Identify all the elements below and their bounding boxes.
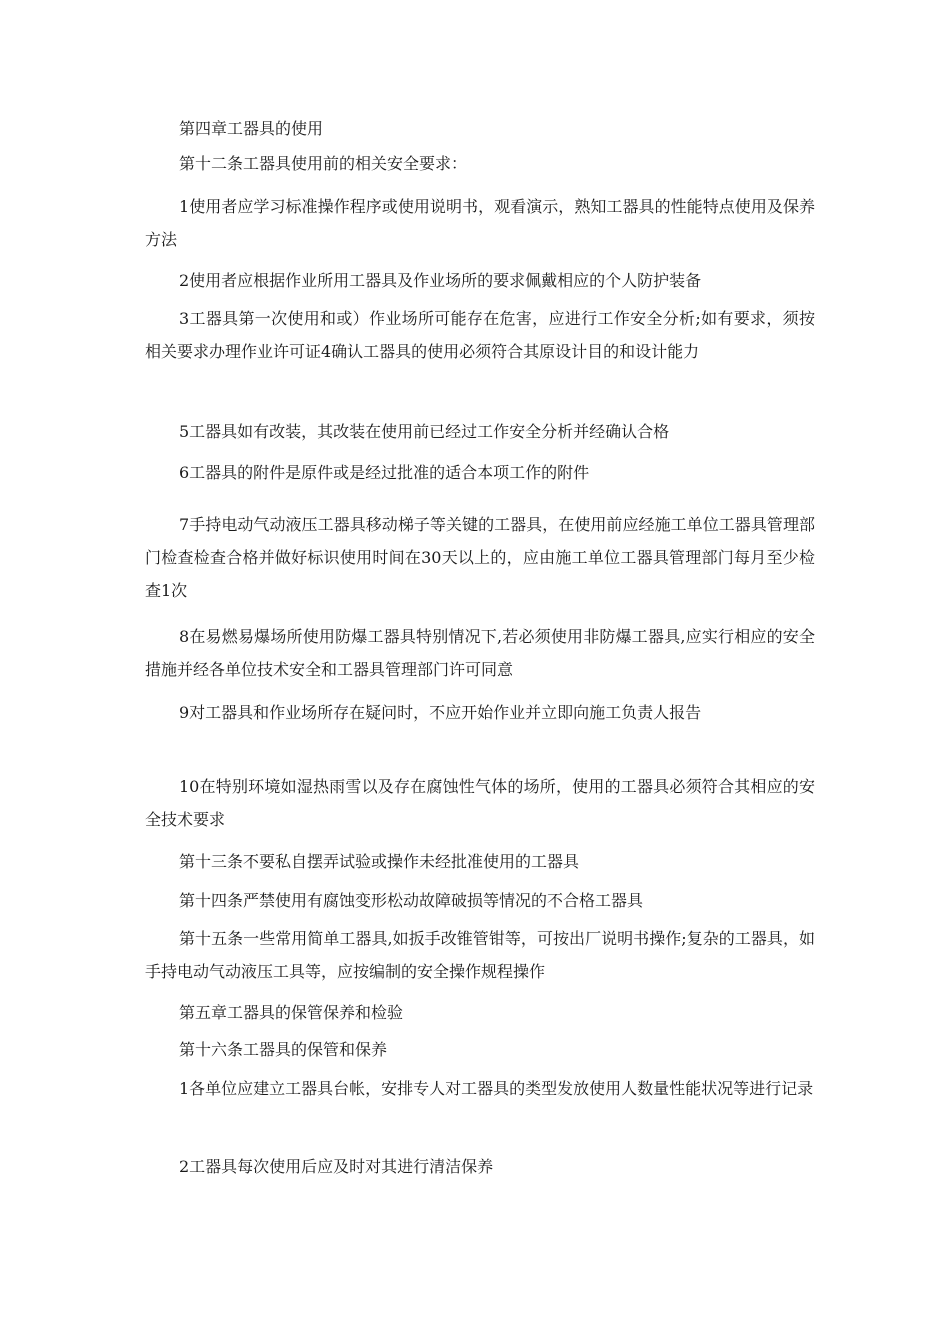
maintenance-item-2: 2工器具每次使用后应及时对其进行清洁保养 xyxy=(179,1157,494,1176)
article-13: 第十三条不要私自摆弄试验或操作未经批准使用的工器具 xyxy=(179,852,580,871)
article-14: 第十四条严禁使用有腐蚀变形松动故障破损等情况的不合格工器具 xyxy=(179,891,644,910)
chapter-4-heading: 第四章工器具的使用 xyxy=(179,119,324,138)
list-item-7: 7手持电动气动液压工器具移动梯子等关键的工器具，在使用前应经施工单位工器具管理部门检查检查合格并做好标识使用时间在30天以上的，应由施工单位工器具管理部门每月至少检查1次 xyxy=(145,515,815,600)
maintenance-item-1: 1各单位应建立工器具台帐，安排专人对工器具的类型发放使用人数量性能状况等进行记录 xyxy=(179,1079,814,1098)
article-16-heading: 第十六条工器具的保管和保养 xyxy=(179,1040,388,1059)
list-item-3: 3工器具第一次使用和或）作业场所可能存在危害，应进行工作安全分析;如有要求，须按相关要求办理作业许可证4确认工器具的使用必须符合其原设计目的和设计能力 xyxy=(145,309,815,361)
article-15: 第十五条一些常用简单工器具,如扳手改锥管钳等，可按出厂说明书操作;复杂的工器具，如手持电动气动液压工具等，应按编制的安全操作规程操作 xyxy=(145,929,815,981)
list-item-2: 2使用者应根据作业所用工器具及作业场所的要求佩戴相应的个人防护装备 xyxy=(179,271,702,290)
article-12-heading: 第十二条工器具使用前的相关安全要求： xyxy=(179,154,468,173)
list-item-1: 1使用者应学习标准操作程序或使用说明书，观看演示，熟知工器具的性能特点使用及保养方法 xyxy=(145,197,815,249)
list-item-9: 9对工器具和作业场所存在疑问时，不应开始作业并立即向施工负责人报告 xyxy=(179,703,702,722)
list-item-8: 8在易燃易爆场所使用防爆工器具特别情况下,若必须使用非防爆工器具,应实行相应的安全措施并经各单位技术安全和工器具管理部门许可同意 xyxy=(145,627,815,679)
chapter-5-heading: 第五章工器具的保管保养和检验 xyxy=(179,1003,404,1022)
list-item-5: 5工器具如有改装，其改装在使用前已经过工作安全分析并经确认合格 xyxy=(179,422,670,441)
list-item-6: 6工器具的附件是原件或是经过批准的适合本项工作的附件 xyxy=(179,463,590,482)
list-item-10: 10在特别环境如湿热雨雪以及存在腐蚀性气体的场所，使用的工器具必须符合其相应的安全技术要求 xyxy=(145,777,815,829)
